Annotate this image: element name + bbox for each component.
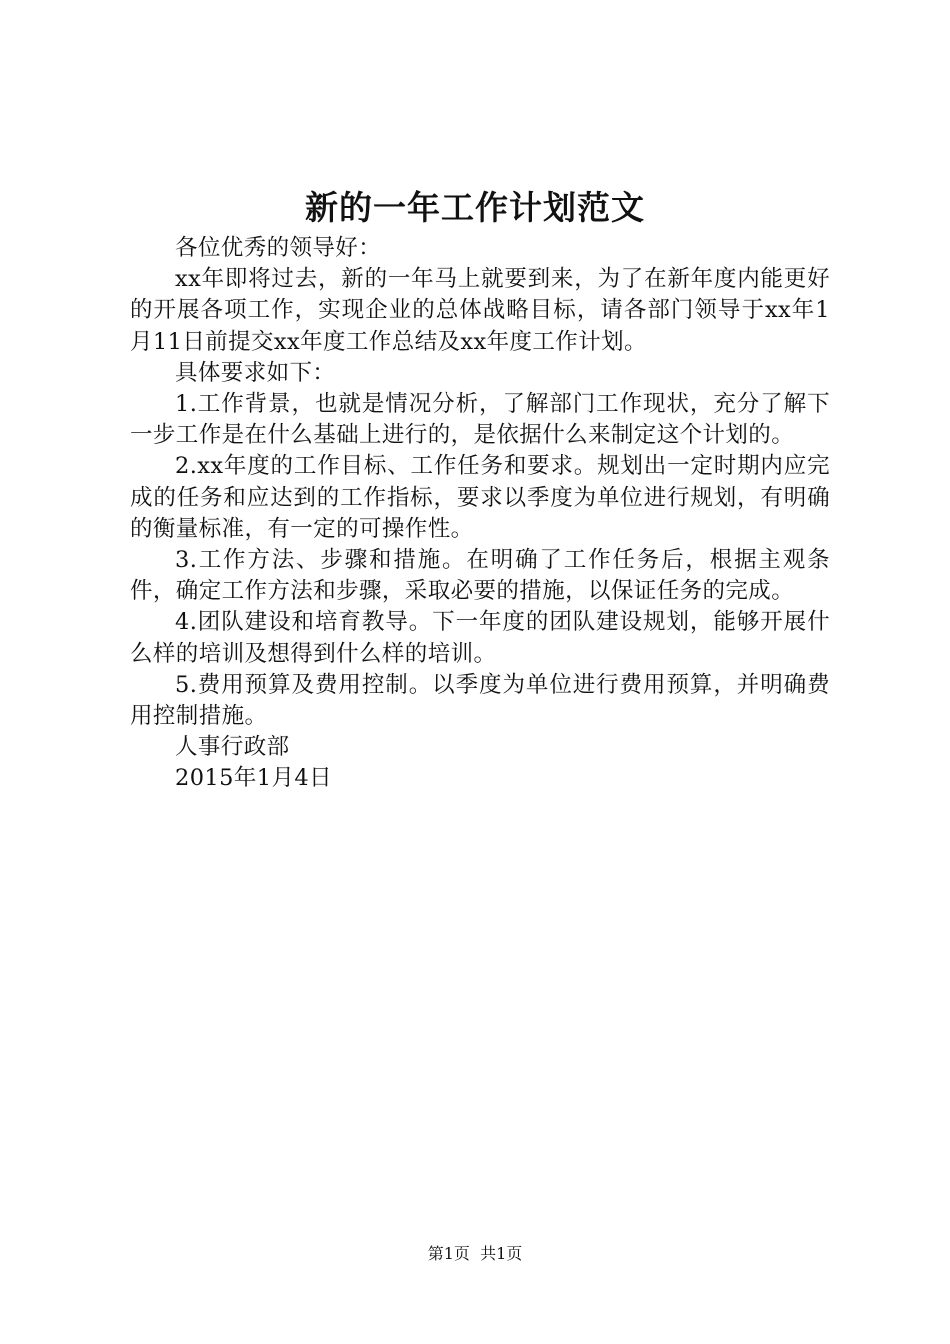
- requirement-item-4: 4.团队建设和培育教导。下一年度的团队建设规划，能够开展什么样的培训及想得到什么样的培训。: [130, 609, 830, 667]
- page-title: 新的一年工作计划范文: [305, 188, 645, 227]
- requirement-item-1: 1.工作背景，也就是情况分析，了解部门工作现状，充分了解下一步工作是在什么基础上进行的，是依据什么来制定这个计划的。: [130, 391, 830, 449]
- page-footer: [0, 1244, 950, 1264]
- signature-date: 2015年1月4日: [175, 765, 332, 792]
- document-body: [130, 233, 830, 795]
- signature-department: 人事行政部: [175, 734, 290, 761]
- requirement-item-3: 3.工作方法、步骤和措施。在明确了工作任务后，根据主观条件，确定工作方法和步骤，采取必要的措施，以保证任务的完成。: [130, 547, 830, 605]
- requirement-item-2: 2.xx年度的工作目标、工作任务和要求。规划出一定时期内应完成的任务和应达到的工作指标，要求以季度为单位进行规划，有明确的衡量标准，有一定的可操作性。: [130, 453, 830, 542]
- requirements-heading: 具体要求如下：: [175, 359, 336, 386]
- page-number: 第1页: [427, 1244, 470, 1263]
- intro-paragraph: xx年即将过去，新的一年马上就要到来，为了在新年度内能更好的开展各项工作，实现企业的总体战略目标，请各部门领导于xx年1月11日前提交xx年度工作总结及xx年度工作计划。: [130, 266, 830, 355]
- page-total: 共1页: [480, 1244, 523, 1263]
- greeting-paragraph: 各位优秀的领导好：: [175, 235, 382, 261]
- requirement-item-5: 5.费用预算及费用控制。以季度为单位进行费用预算，并明确费用控制措施。: [130, 671, 830, 730]
